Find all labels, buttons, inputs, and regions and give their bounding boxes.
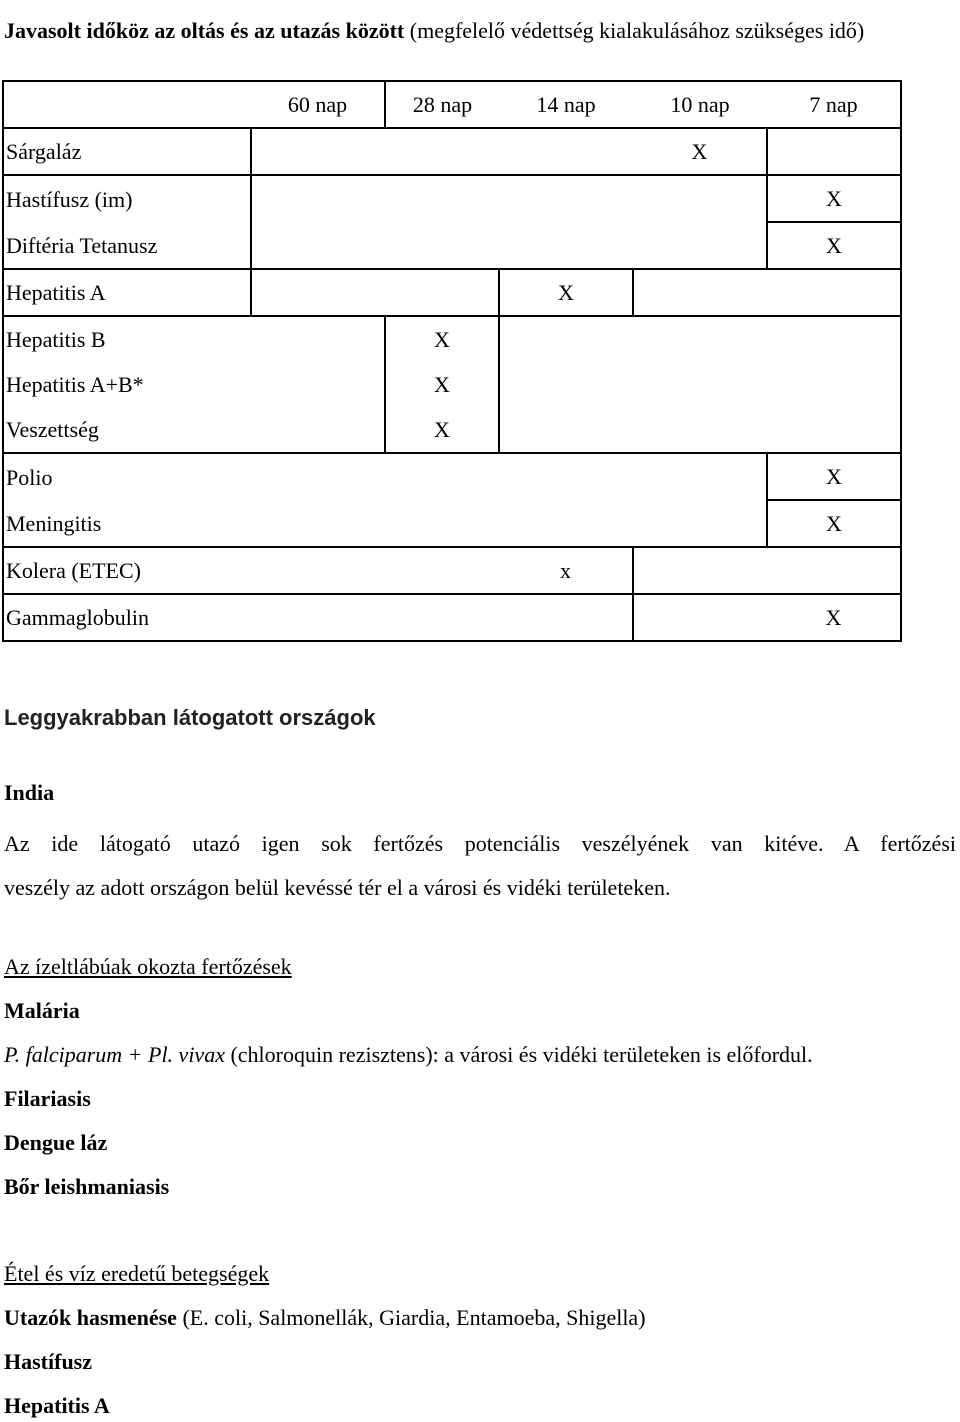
leishmaniasis-heading: Bőr leishmaniasis — [4, 1174, 170, 1199]
empty-span-cell — [251, 500, 767, 547]
empty-cell — [633, 594, 767, 641]
intro-line-1: Az ide látogató utazó igen sok fertőzés potenciális veszélyének van kitéve. A fertőzési — [4, 831, 956, 856]
interval-cell: X — [499, 269, 633, 316]
table-row — [3, 407, 901, 453]
empty-cell — [633, 547, 767, 594]
table-row — [3, 500, 901, 547]
travellers-diarrhea-line — [4, 1305, 646, 1331]
table-row — [3, 362, 901, 407]
empty-cell — [251, 362, 385, 407]
title-bold: Javasolt időköz az oltás és az utazás között — [4, 18, 405, 43]
vaccine-name: Veszettség — [3, 407, 251, 453]
table-row — [3, 128, 901, 175]
section-heading: Leggyakrabban látogatott országok — [4, 705, 376, 730]
malaria-note: (chloroquin rezisztens): a városi és vidéki területeken is előfordul. — [224, 1042, 813, 1067]
empty-span-cell — [251, 547, 499, 594]
empty-span-cell — [633, 269, 901, 316]
interval-cell — [767, 128, 901, 175]
table-header-row — [3, 81, 901, 128]
empty-cell — [767, 362, 901, 407]
column-header: 60 nap — [251, 81, 385, 128]
typhoid-heading: Hastífusz — [4, 1349, 92, 1374]
empty-cell — [251, 407, 385, 453]
arthropod-heading: Az ízeltlábúak okozta fertőzések — [4, 954, 292, 979]
dengue-heading: Dengue láz — [4, 1130, 108, 1155]
header-empty-cell — [3, 81, 251, 128]
empty-span-cell — [251, 269, 499, 316]
column-header: 7 nap — [767, 81, 901, 128]
intro-line-2: veszély az adott országon belül kevéssé tér el a városi és vidéki területeken. — [4, 875, 671, 900]
interval-cell: X — [767, 453, 901, 500]
malaria-species: P. falciparum + Pl. vivax — [4, 1042, 225, 1067]
empty-cell — [767, 316, 901, 362]
table-row — [3, 316, 901, 362]
interval-cell: X — [385, 407, 499, 453]
vaccine-name: Diftéria Tetanusz — [3, 222, 251, 269]
vaccine-name: Hastífusz (im) — [3, 175, 251, 222]
empty-span-cell — [499, 407, 767, 453]
intro-paragraph — [4, 822, 956, 910]
interval-cell: X — [385, 316, 499, 362]
vaccine-name: Gammaglobulin — [3, 594, 251, 641]
empty-span-cell — [251, 453, 767, 500]
malaria-heading: Malária — [4, 998, 80, 1023]
travellers-diarrhea-label: Utazók hasmenése — [4, 1305, 177, 1330]
vaccine-name: Meningitis — [3, 500, 251, 547]
interval-cell: x — [499, 547, 633, 594]
column-header: 10 nap — [633, 81, 767, 128]
column-header: 28 nap — [385, 81, 499, 128]
vaccine-name: Sárgaláz — [3, 128, 251, 175]
interval-cell: X — [385, 362, 499, 407]
filariasis-heading: Filariasis — [4, 1086, 91, 1111]
interval-cell: X — [767, 175, 901, 222]
empty-span-cell — [251, 175, 767, 222]
vaccine-name: Hepatitis B — [3, 316, 251, 362]
interval-cell: X — [767, 222, 901, 269]
table-row — [3, 222, 901, 269]
vaccine-name: Hepatitis A+B* — [3, 362, 251, 407]
vaccination-interval-table — [2, 80, 902, 642]
table-row — [3, 453, 901, 500]
empty-cell — [251, 316, 385, 362]
title-rest: (megfelelő védettség kialakulásához szükséges idő) — [404, 18, 865, 43]
vaccine-name: Kolera (ETEC) — [3, 547, 251, 594]
interval-cell: X — [767, 594, 901, 641]
empty-span-cell — [499, 316, 767, 362]
column-header: 14 nap — [499, 81, 633, 128]
hepatitis-a-heading: Hepatitis A — [4, 1393, 110, 1418]
interval-cell: X — [633, 128, 767, 175]
table-row — [3, 547, 901, 594]
empty-cell — [767, 547, 901, 594]
vaccine-name: Polio — [3, 453, 251, 500]
table-row — [3, 269, 901, 316]
country-heading: India — [4, 780, 55, 805]
interval-cell: X — [767, 500, 901, 547]
empty-span-cell — [499, 362, 767, 407]
table-row — [3, 594, 901, 641]
travellers-diarrhea-note: (E. coli, Salmonellák, Giardia, Entamoeba, Shigella) — [176, 1305, 646, 1330]
vaccine-name: Hepatitis A — [3, 269, 251, 316]
empty-cell — [767, 407, 901, 453]
table-row — [3, 175, 901, 222]
page-title — [4, 8, 956, 53]
empty-span-cell — [251, 222, 767, 269]
food-water-heading: Étel és víz eredetű betegségek — [4, 1261, 270, 1286]
interval-cell — [251, 128, 633, 175]
empty-span-cell — [251, 594, 633, 641]
malaria-line — [4, 1042, 813, 1068]
